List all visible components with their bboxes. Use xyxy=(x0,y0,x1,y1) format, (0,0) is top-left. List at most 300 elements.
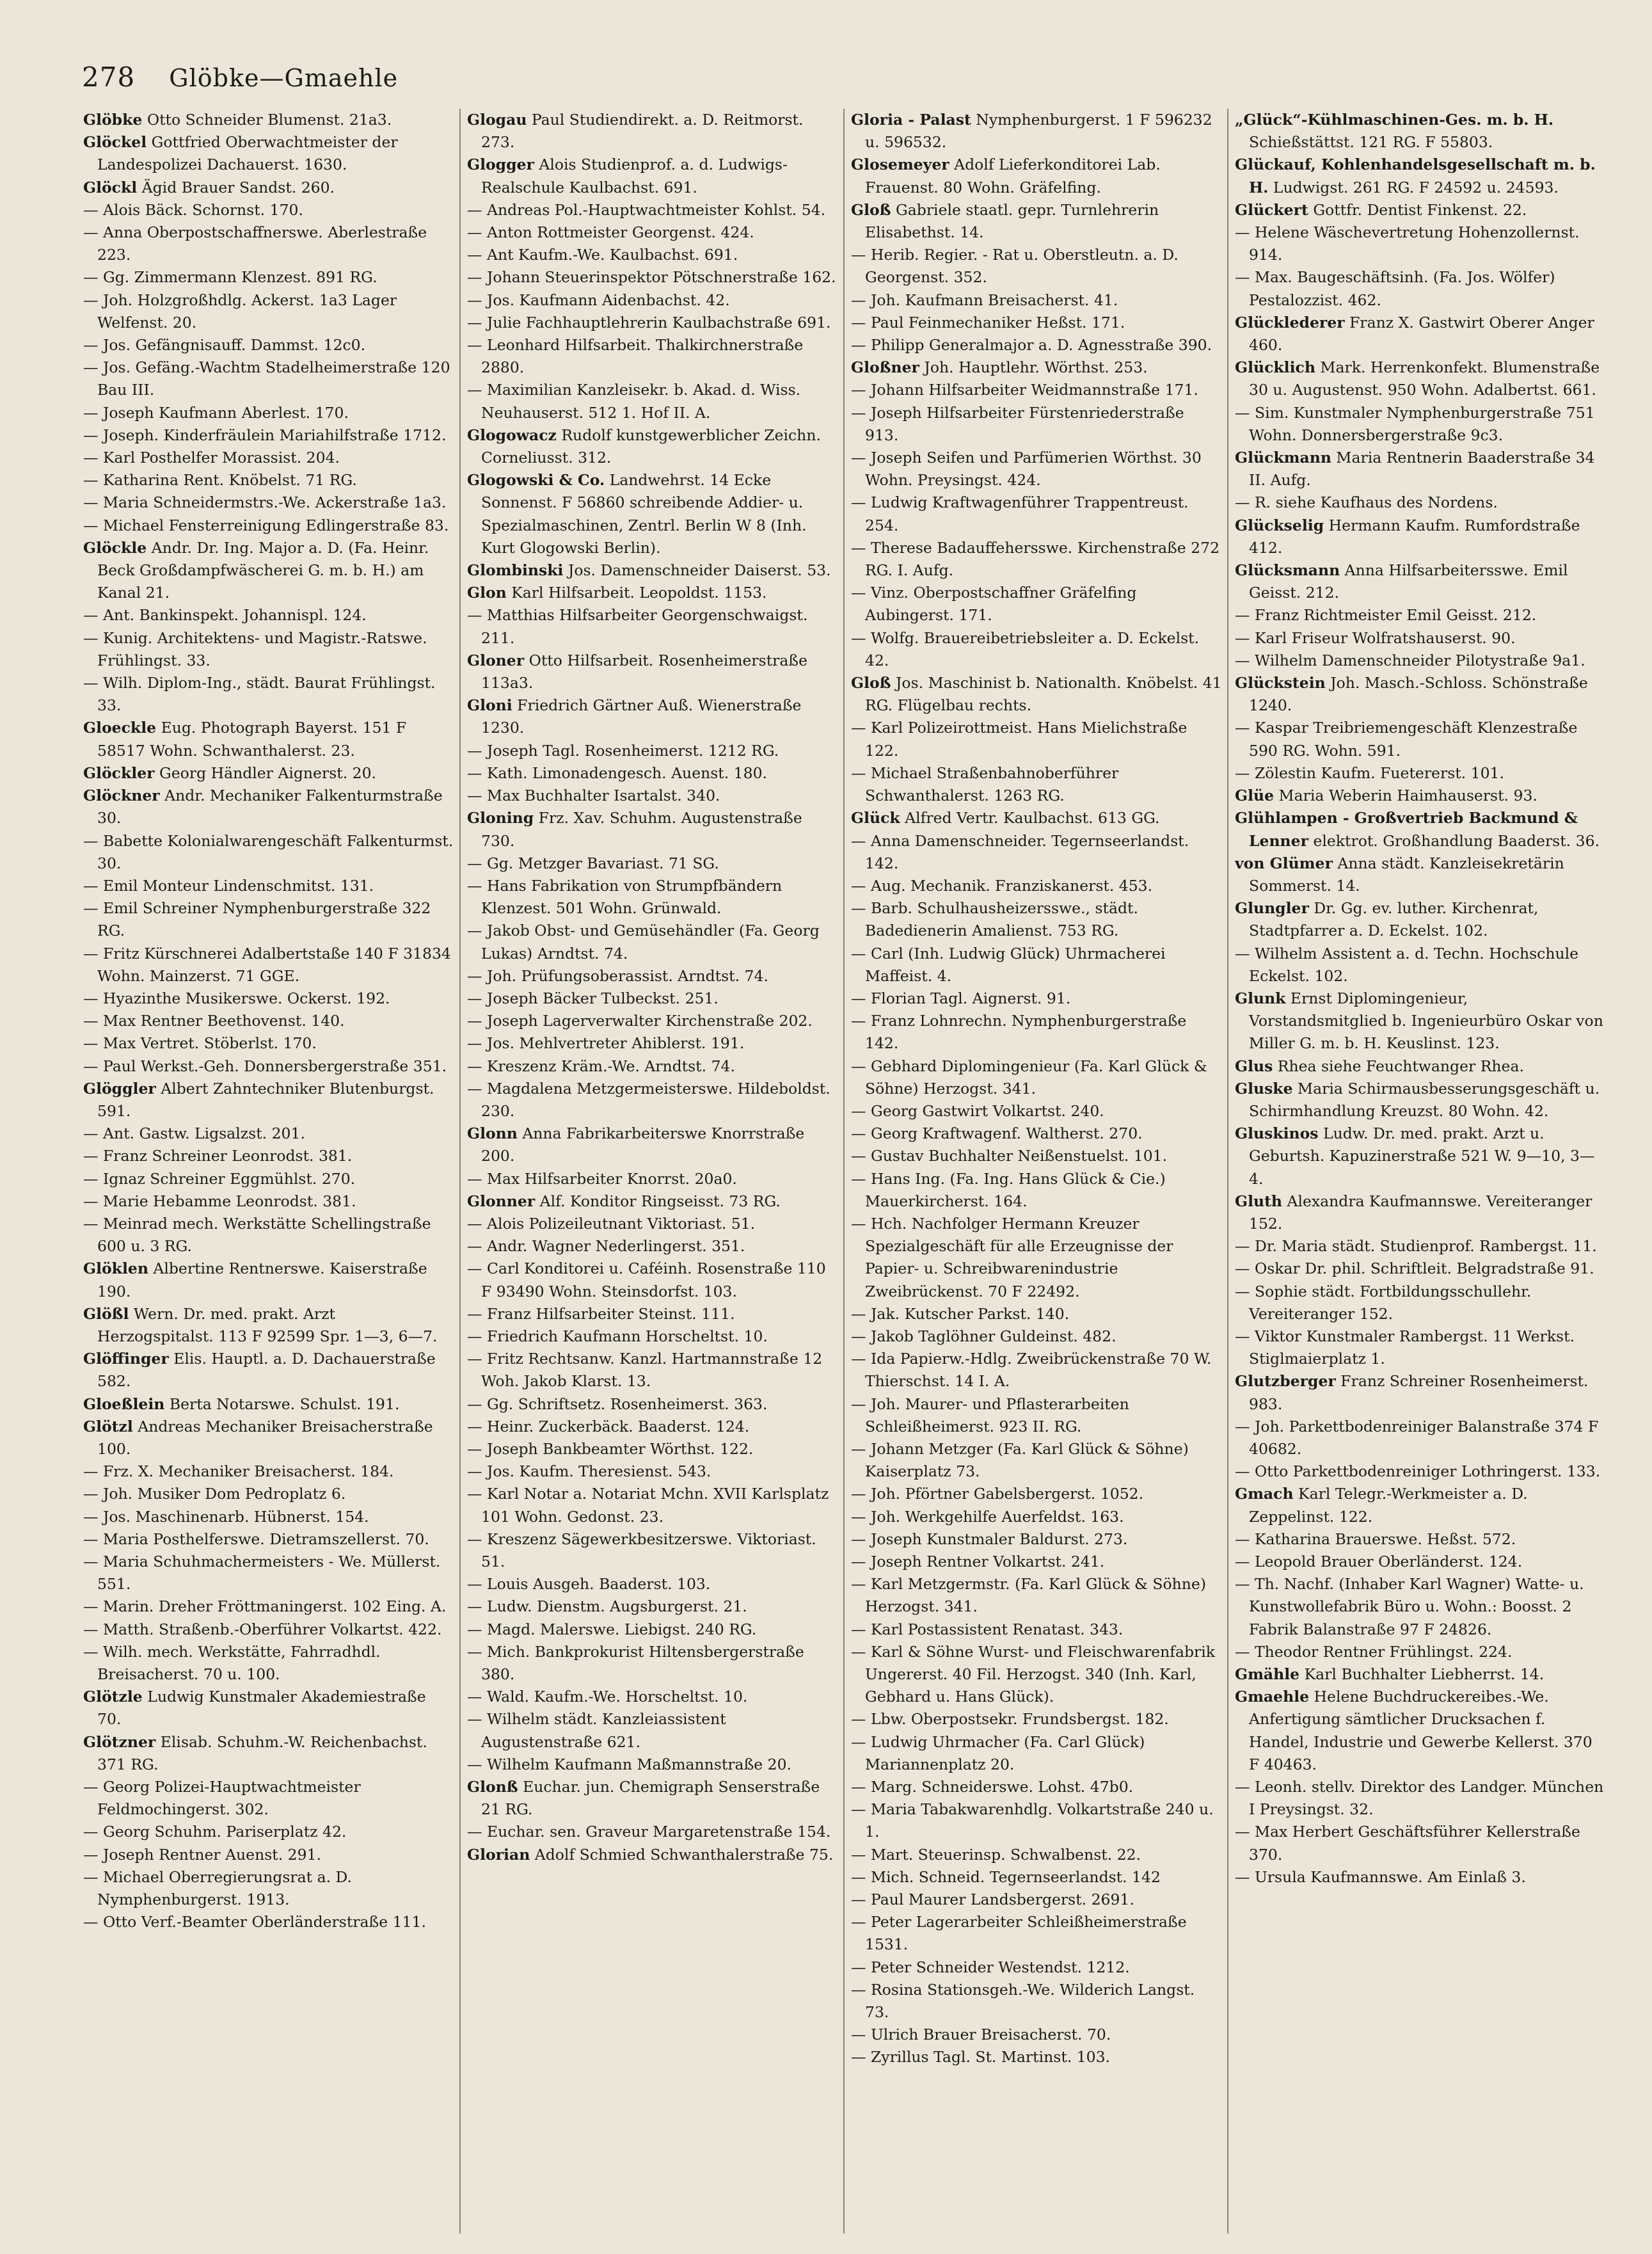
entry-details: — Joh. Prüfungsoberassist. Arndtst. 74. xyxy=(467,966,768,985)
directory-entry xyxy=(1235,402,1606,447)
entry-details: — Ludwig Uhrmacher (Fa. Carl Glück) Mariannenplatz 20. xyxy=(851,1732,1145,1773)
entry-details: elektrot. Großhandlung Baaderst. 36. xyxy=(1308,831,1600,850)
directory-entry xyxy=(83,537,454,605)
entry-surname: Glötzle xyxy=(83,1688,143,1706)
entry-details: — Babette Kolonialwarengeschäft Falkenturmst. 30. xyxy=(83,831,454,872)
entry-surname: Glöckl xyxy=(83,178,138,196)
directory-entry xyxy=(1235,1416,1606,1460)
directory-entry xyxy=(467,1776,838,1821)
entry-details: Ludwigst. 261 RG. F 24592 u. 24593. xyxy=(1268,178,1559,196)
entry-details: — Max Herbert Geschäftsführer Kellerstraße 370. xyxy=(1235,1823,1580,1864)
directory-entry xyxy=(83,1213,454,1258)
directory-entry xyxy=(83,1731,454,1776)
directory-entry xyxy=(1235,785,1606,807)
directory-entry xyxy=(851,1979,1222,2024)
directory-entry xyxy=(467,109,838,154)
entry-details: — Aug. Mechanik. Franziskanerst. 453. xyxy=(851,876,1153,895)
directory-entry xyxy=(851,1168,1222,1213)
directory-entry xyxy=(467,1258,838,1302)
entry-details: Andreas Mechaniker Breisacherstraße 100. xyxy=(97,1417,433,1458)
entry-details: — Joseph. Kinderfräulein Mariahilfstraße 1712. xyxy=(83,426,447,444)
entry-surname: Glosemeyer xyxy=(851,156,949,174)
entry-surname: Glorian xyxy=(467,1845,530,1864)
entry-surname: Glus xyxy=(1235,1057,1273,1075)
directory-entry xyxy=(851,312,1222,334)
directory-entry xyxy=(467,1416,838,1438)
directory-entry xyxy=(851,627,1222,672)
directory-entry xyxy=(1235,1281,1606,1325)
directory-entry xyxy=(83,1776,454,1821)
directory-entry xyxy=(83,221,454,266)
entry-details: — Joseph Seifen und Parfümerien Wörthst. 30 Wohn. Preysingst. 424. xyxy=(851,449,1202,490)
entry-details: Anna Hilfsarbeitersswe. Emil Geisst. 212. xyxy=(1249,561,1568,602)
directory-entry xyxy=(467,1686,838,1708)
directory-entry xyxy=(467,604,838,649)
entry-surname: Glöckel xyxy=(83,133,147,152)
directory-entry xyxy=(1235,987,1606,1055)
entry-details: — Theodor Rentner Frühlingst. 224. xyxy=(1235,1642,1513,1661)
directory-entry xyxy=(83,492,454,514)
entry-details: — Peter Schneider Westendst. 1212. xyxy=(851,1958,1130,1976)
entry-details: — Ant. Bankinspekt. Johannispl. 124. xyxy=(83,606,367,625)
entry-details: — Maria Schneidermstrs.-We. Ackerstraße 1a3. xyxy=(83,493,447,512)
entry-surname: Gloß xyxy=(851,200,891,219)
entry-details: — Leopold Brauer Oberländerst. 124. xyxy=(1235,1553,1523,1571)
directory-entry xyxy=(467,807,838,852)
directory-entry xyxy=(83,830,454,875)
entry-details: — Joseph Rentner Auenst. 291. xyxy=(83,1845,321,1864)
entry-details: — Mich. Schneid. Tegernseerlandst. 142 xyxy=(851,1867,1161,1886)
directory-entry xyxy=(851,537,1222,582)
entry-details: — Kreszenz Sägewerkbesitzerswe. Viktoriast. 51. xyxy=(467,1530,816,1571)
entry-details: Paul Studiendirekt. a. D. Reitmorst. 273. xyxy=(481,111,804,152)
directory-entry xyxy=(1235,1686,1606,1776)
directory-entry xyxy=(467,1190,838,1213)
directory-entry xyxy=(83,1528,454,1551)
entry-details: — Wilh. mech. Werkstätte, Fahrradhdl. Breisacherst. 70 u. 100. xyxy=(83,1642,381,1684)
directory-entry xyxy=(83,604,454,627)
entry-details: — R. siehe Kaufhaus des Nordens. xyxy=(1235,493,1498,512)
entry-details: — Jak. Kutscher Parkst. 140. xyxy=(851,1304,1070,1323)
entry-details: — Georg Schuhm. Pariserplatz 42. xyxy=(83,1823,347,1841)
directory-entry xyxy=(851,1303,1222,1325)
directory-entry xyxy=(467,424,838,469)
directory-entry xyxy=(1235,650,1606,672)
entry-details: — Joseph Hilfsarbeiter Fürstenriederstraße 913. xyxy=(851,403,1184,444)
entry-details: Jos. Maschinist b. Nationalth. Knöbelst. 41 RG. Flügelbau rechts. xyxy=(865,674,1222,715)
directory-entry xyxy=(1235,1370,1606,1415)
directory-entry xyxy=(83,1032,454,1055)
directory-entry xyxy=(467,1213,838,1235)
entry-details: — Helene Wäschevertretung Hohenzollernst. 914. xyxy=(1235,223,1580,264)
directory-entry xyxy=(1235,807,1606,852)
directory-entry xyxy=(851,1911,1222,1956)
directory-entry xyxy=(1235,943,1606,987)
entry-details: Otto Schneider Blumenst. 21a3. xyxy=(142,111,392,129)
directory-entry xyxy=(83,1595,454,1618)
entry-details: — Oskar Dr. phil. Schriftleit. Belgradstraße 91. xyxy=(1235,1259,1594,1278)
entry-details: — Maria Posthelferswe. Dietramszellerst. 70. xyxy=(83,1530,429,1548)
directory-entry xyxy=(851,1956,1222,1979)
entry-details: Anna Fabrikarbeiterswe Knorrstraße 200. xyxy=(481,1124,805,1165)
directory-entry xyxy=(83,356,454,401)
directory-entry xyxy=(467,762,838,785)
directory-entry xyxy=(851,244,1222,289)
entry-details: Maria Schirmausbesserungsgeschäft u. Schirmhandlung Kreuzst. 80 Wohn. 42. xyxy=(1249,1079,1600,1120)
directory-entry xyxy=(851,109,1222,154)
entry-surname: Glück xyxy=(851,809,900,827)
entry-details: — Kreszenz Kräm.-We. Arndtst. 74. xyxy=(467,1057,735,1075)
entry-details: — Joseph Rentner Volkartst. 241. xyxy=(851,1553,1105,1571)
entry-details: — Ludwig Kraftwagenführer Trappentreust. 254. xyxy=(851,493,1189,534)
entry-surname: Glogau xyxy=(467,111,527,129)
entry-details: Otto Hilfsarbeit. Rosenheimerstraße 113a3. xyxy=(481,651,807,692)
entry-details: — Joseph Tagl. Rosenheimerst. 1212 RG. xyxy=(467,741,779,760)
directory-entry xyxy=(1235,1123,1606,1190)
entry-surname: Glücklederer xyxy=(1235,313,1345,332)
entry-details: — Johann Steuerinspektor Pötschnerstraße 162. xyxy=(467,268,836,287)
directory-entry xyxy=(851,2024,1222,2046)
entry-details: — Karl Friseur Wolfratshauserst. 90. xyxy=(1235,628,1516,647)
entry-details: — Emil Schreiner Nymphenburgerstraße 322 RG. xyxy=(83,899,431,940)
entry-details: — Ant. Gastw. Ligsalzst. 201. xyxy=(83,1124,305,1143)
entry-details: Karl Telegr.-Werkmeister a. D. Zeppelinst. 122. xyxy=(1249,1485,1528,1526)
entry-details: — Kath. Limonadengesch. Auenst. 180. xyxy=(467,763,768,782)
entry-details: — Michael Straßenbahnoberführer Schwanthalerst. 1263 RG. xyxy=(851,763,1119,805)
entry-details: — Fritz Rechtsanw. Kanzl. Hartmannstraße 12 Woh. Jakob Klarst. 13. xyxy=(467,1350,823,1391)
directory-entry xyxy=(851,1010,1222,1055)
entry-details: — Gebhard Diplomingenieur (Fa. Karl Glück & Söhne) Herzogst. 341. xyxy=(851,1057,1207,1098)
directory-entry xyxy=(1235,559,1606,604)
directory-entry xyxy=(1235,897,1606,942)
directory-entry xyxy=(467,1573,838,1595)
entry-details: — Karl Posthelfer Morassist. 204. xyxy=(83,449,340,467)
directory-entry xyxy=(851,356,1222,379)
entry-details: — Kunig. Architektens- und Magistr.-Ratswe. Frühlingst. 33. xyxy=(83,628,427,669)
entry-details: — Karl & Söhne Wurst- und Fleischwarenfabrik Ungererst. 40 Fil. Herzogst. 340 (Inh. Karl, Gebhard u. Hans Glück). xyxy=(851,1642,1216,1706)
entry-surname: Glonß xyxy=(467,1778,518,1796)
entry-details: — Gg. Metzger Bavariast. 71 SG. xyxy=(467,854,719,872)
entry-details: — Katharina Rent. Knöbelst. 71 RG. xyxy=(83,471,357,490)
directory-entry xyxy=(467,1325,838,1348)
directory-entry xyxy=(851,334,1222,356)
directory-entry xyxy=(83,1844,454,1866)
page-number: 278 xyxy=(82,61,136,93)
entry-details: Maria Rentnerin Baaderstraße 34 II. Aufg. xyxy=(1249,449,1595,490)
directory-entry xyxy=(1235,1528,1606,1551)
entry-details: — Franz Hilfsarbeiter Steinst. 111. xyxy=(467,1304,735,1323)
entry-surname: Glungler xyxy=(1235,899,1309,918)
directory-entry xyxy=(851,1483,1222,1505)
column-divider xyxy=(1227,109,1228,2234)
directory-entry xyxy=(851,1055,1222,1100)
directory-entry xyxy=(1235,1776,1606,1821)
entry-details: — Andreas Pol.-Hauptwachtmeister Kohlst. 54. xyxy=(467,200,826,219)
directory-entry xyxy=(467,559,838,582)
entry-details: — Rosina Stationsgeh.-We. Wilderich Langst. 73. xyxy=(851,1980,1195,2022)
directory-entry xyxy=(467,1348,838,1393)
entry-details: Joh. Masch.-Schloss. Schönstraße 1240. xyxy=(1249,674,1588,715)
entry-details: — Th. Nachf. (Inhaber Karl Wagner) Watte- u. Kunstwollefabrik Büro u. Wohn.: Boosst. 2 Fabrik Balanstraße 97 F 24826. xyxy=(1235,1575,1584,1638)
entry-surname: Gloner xyxy=(467,651,525,669)
directory-entry xyxy=(467,650,838,694)
entry-surname: Glötzner xyxy=(83,1732,156,1751)
directory-entry xyxy=(851,672,1222,717)
entry-surname: Glogowski & Co. xyxy=(467,471,605,490)
directory-entry xyxy=(83,1145,454,1167)
directory-entry xyxy=(1235,1821,1606,1866)
entry-details: Mark. Herrenkonfekt. Blumenstraße 30 u. Augustenst. 950 Wohn. Adalbertst. 661. xyxy=(1249,358,1600,399)
directory-entry xyxy=(1235,1483,1606,1528)
directory-entry xyxy=(467,1708,838,1753)
entry-details: — Philipp Generalmajor a. D. Agnesstraße 390. xyxy=(851,336,1212,355)
entry-details: — Jos. Kaufmann Aidenbachst. 42. xyxy=(467,291,730,309)
entry-surname: Glüe xyxy=(1235,787,1275,805)
directory-entry xyxy=(851,1100,1222,1123)
directory-entry xyxy=(83,672,454,717)
entry-details: — Herib. Regier. - Rat u. Oberstleutn. a. D. Georgenst. 352. xyxy=(851,246,1179,287)
entry-details: — Jakob Taglöhner Guldeinst. 482. xyxy=(851,1327,1116,1345)
directory-entry xyxy=(467,987,838,1010)
directory-entry xyxy=(83,897,454,942)
directory-entry xyxy=(851,1145,1222,1167)
entry-details: Gottfr. Dentist Finkenst. 22. xyxy=(1308,200,1527,219)
entry-details: — Emil Monteur Lindenschmitst. 131. xyxy=(83,876,374,895)
entry-details: — Anton Rottmeister Georgenst. 424. xyxy=(467,223,754,242)
entry-surname: Glöckler xyxy=(83,763,155,782)
entry-surname: Glonn xyxy=(467,1124,518,1143)
directory-entry xyxy=(83,1821,454,1843)
entry-details: — Joseph Kaufmann Aberlest. 170. xyxy=(83,403,349,422)
entry-details: Franz Schreiner Rosenheimerst. 983. xyxy=(1249,1372,1589,1413)
entry-details: — Fritz Kürschnerei Adalbertstaße 140 F 31834 Wohn. Mainzerst. 71 GGE. xyxy=(83,944,451,985)
entry-details: — Franz Lohnrechn. Nymphenburgerstraße 142. xyxy=(851,1012,1187,1053)
entry-details: — Leonh. stellv. Direktor des Landger. München I Preysingst. 32. xyxy=(1235,1778,1604,1819)
entry-details: — Joh. Holzgroßhdlg. Ackerst. 1a3 Lager Welfenst. 20. xyxy=(83,291,397,332)
entry-surname: Glötzl xyxy=(83,1417,133,1435)
entry-surname: Gloni xyxy=(467,696,512,715)
directory-entry xyxy=(1235,762,1606,785)
directory-entry xyxy=(851,402,1222,447)
entry-details: — Sophie städt. Fortbildungsschullehr. Vereiteranger 152. xyxy=(1235,1282,1532,1323)
entry-details: — Dr. Maria städt. Studienprof. Rambergst. 11. xyxy=(1235,1237,1597,1256)
directory-entry xyxy=(851,1641,1222,1709)
directory-entry xyxy=(83,1641,454,1686)
entry-details: Anna städt. Kanzleisekretärin Sommerst. 14. xyxy=(1249,854,1564,895)
directory-entry xyxy=(83,1619,454,1641)
entry-details: Ägid Brauer Sandst. 260. xyxy=(137,178,335,196)
directory-entry xyxy=(83,717,454,762)
entry-details: — Mart. Steuerinsp. Schwalbenst. 22. xyxy=(851,1845,1141,1864)
directory-entry xyxy=(83,1866,454,1911)
directory-entry xyxy=(83,177,454,199)
directory-entry xyxy=(467,1303,838,1325)
directory-entry xyxy=(467,1235,838,1258)
entry-details: — Anna Oberpostschaffnerswe. Aberlestraße 223. xyxy=(83,223,427,264)
column-2 xyxy=(467,109,838,2240)
entry-details: — Gg. Zimmermann Klenzest. 891 RG. xyxy=(83,268,377,287)
entry-details: — Michael Fensterreinigung Edlingerstraße 83. xyxy=(83,516,449,534)
directory-entry xyxy=(83,627,454,672)
directory-entry xyxy=(467,920,838,964)
directory-entry xyxy=(83,1506,454,1528)
directory-entry xyxy=(83,1416,454,1460)
entry-details: — Heinr. Zuckerbäck. Baaderst. 124. xyxy=(467,1417,750,1435)
page-header xyxy=(82,61,398,93)
entry-details: — Vinz. Oberpostschaffner Gräfelfing Aubingerst. 171. xyxy=(851,584,1137,625)
directory-entry xyxy=(83,1168,454,1190)
entry-details: — Max Hilfsarbeiter Knorrst. 20a0. xyxy=(467,1169,737,1188)
entry-details: — Marin. Dreher Fröttmaningerst. 102 Eing. A. xyxy=(83,1597,447,1616)
directory-entry xyxy=(83,402,454,424)
entry-details: Andr. Dr. Ing. Major a. D. (Fa. Heinr. Beck Großdampfwäscherei G. m. b. H.) am Kanal 21. xyxy=(97,538,429,602)
entry-surname: „Glück“-Kühlmaschinen-Ges. m. b. H. xyxy=(1235,111,1554,129)
entry-details: — Viktor Kunstmaler Rambergst. 11 Werkst. Stiglmaierplatz 1. xyxy=(1235,1327,1575,1368)
entry-details: — Katharina Brauerswe. Heßst. 572. xyxy=(1235,1530,1516,1548)
entry-surname: Glöckner xyxy=(83,787,160,805)
directory-entry xyxy=(467,785,838,807)
directory-entry xyxy=(851,807,1222,829)
entry-details: Georg Händler Aignerst. 20. xyxy=(154,763,377,782)
entry-details: — Karl Metzgermstr. (Fa. Karl Glück & Söhne) Herzogst. 341. xyxy=(851,1575,1207,1616)
entry-surname: Glückert xyxy=(1235,200,1308,219)
directory-entry xyxy=(851,1731,1222,1776)
entry-details: — Joh. Maurer- und Pflasterarbeiten Schleißheimerst. 923 II. RG. xyxy=(851,1395,1129,1435)
entry-details: — Georg Kraftwagenf. Waltherst. 270. xyxy=(851,1124,1143,1143)
entry-details: — Joh. Werkgehilfe Auerfeldst. 163. xyxy=(851,1507,1124,1526)
entry-details: Elisab. Schuhm.-W. Reichenbachst. 371 RG. xyxy=(97,1732,427,1773)
entry-details: Dr. Gg. ev. luther. Kirchenrat, Stadtpfarrer a. D. Eckelst. 102. xyxy=(1249,899,1539,940)
directory-entry xyxy=(1235,1078,1606,1123)
entry-details: — Johann Hilfsarbeiter Weidmannstraße 171. xyxy=(851,381,1198,399)
directory-entry xyxy=(83,1393,454,1416)
entry-details: Albert Zahntechniker Blutenburgst. 591. xyxy=(97,1079,434,1120)
directory-entry xyxy=(851,1889,1222,1911)
entry-details: — Jos. Maschinenarb. Hübnerst. 154. xyxy=(83,1507,369,1526)
directory-entry xyxy=(851,1528,1222,1551)
entry-details: — Matth. Straßenb.-Oberführer Volkartst. 422. xyxy=(83,1620,442,1638)
directory-entry xyxy=(467,582,838,604)
entry-details: — Paul Maurer Landsbergerst. 2691. xyxy=(851,1890,1134,1909)
entry-details: — Paul Feinmechaniker Heßst. 171. xyxy=(851,313,1125,332)
entry-details: — Joh. Parkettbodenreiniger Balanstraße 374 F 40682. xyxy=(1235,1417,1599,1458)
entry-surname: Glöggler xyxy=(83,1079,156,1098)
directory-entry xyxy=(467,244,838,266)
entry-details: Alois Studienprof. a. d. Ludwigs-Realschule Kaulbachst. 691. xyxy=(481,156,788,196)
directory-entry xyxy=(1235,1055,1606,1078)
entry-details: — Ludw. Dienstm. Augsburgerst. 21. xyxy=(467,1597,747,1616)
entry-surname: Gloria - Palast xyxy=(851,111,971,129)
directory-entry xyxy=(851,897,1222,942)
entry-surname: Gloeckle xyxy=(83,719,157,737)
entry-details: — Florian Tagl. Aignerst. 91. xyxy=(851,989,1071,1007)
directory-entry xyxy=(1235,312,1606,356)
entry-details: — Hch. Nachfolger Hermann Kreuzer Spezialgeschäft für alle Erzeugnisse der Papier- u. Schreibwarenindustrie Zweibrückenst. 70 F 22492. xyxy=(851,1214,1173,1300)
entry-details: — Jos. Mehlvertreter Ahiblerst. 191. xyxy=(467,1034,745,1053)
entry-details: Joh. Hauptlehr. Wörthst. 253. xyxy=(919,358,1148,377)
entry-surname: Gmähle xyxy=(1235,1665,1300,1684)
directory-entry xyxy=(851,1866,1222,1889)
directory-entry xyxy=(1235,1258,1606,1280)
entry-details: Gottfried Oberwachtmeister der Landespolizei Dachauerst. 1630. xyxy=(97,133,398,174)
entry-surname: Glücksmann xyxy=(1235,561,1340,580)
entry-details: Franz X. Gastwirt Oberer Anger 460. xyxy=(1249,313,1594,355)
entry-details: Friedrich Gärtner Auß. Wienerstraße 1230. xyxy=(481,696,802,737)
entry-details: — Zölestin Kaufm. Fuetererst. 101. xyxy=(1235,763,1504,782)
directory-entry xyxy=(851,1619,1222,1641)
directory-entry xyxy=(83,1460,454,1483)
directory-entry xyxy=(83,131,454,176)
directory-entry xyxy=(467,154,838,198)
entry-surname: Glonner xyxy=(467,1192,536,1210)
directory-entry xyxy=(1235,1866,1606,1889)
entry-details: — Marie Hebamme Leonrodst. 381. xyxy=(83,1192,356,1210)
directory-entry xyxy=(851,2046,1222,2068)
entry-details: Andr. Mechaniker Falkenturmstraße 30. xyxy=(97,787,443,827)
entry-details: Eug. Photograph Bayerst. 151 F 58517 Wohn. Schwanthalerst. 23. xyxy=(97,719,407,760)
entry-details: — Ursula Kaufmannswe. Am Einlaß 3. xyxy=(1235,1867,1526,1886)
directory-entry xyxy=(851,1393,1222,1438)
directory-entry xyxy=(851,1325,1222,1348)
entry-details: Maria Weberin Haimhauserst. 93. xyxy=(1274,787,1537,805)
entry-details: — Magdalena Metzgermeisterswe. Hildeboldst. 230. xyxy=(467,1079,830,1120)
directory-entry xyxy=(1235,1190,1606,1235)
entry-surname: Gloeßlein xyxy=(83,1395,165,1413)
directory-entry xyxy=(851,289,1222,312)
directory-entry xyxy=(83,334,454,356)
entry-details: — Karl Postassistent Renatast. 343. xyxy=(851,1620,1124,1638)
entry-details: — Sim. Kunstmaler Nymphenburgerstraße 751 Wohn. Donnersbergerstraße 9c3. xyxy=(1235,403,1595,444)
entry-details: Wern. Dr. med. prakt. Arzt Herzogspitalst. 113 F 92599 Spr. 1—3, 6—7. xyxy=(97,1304,438,1345)
entry-surname: Glühlampen - Großvertrieb Backmund & Lenner xyxy=(1235,809,1578,850)
entry-details: Alexandra Kaufmannswe. Vereiteranger 152. xyxy=(1249,1192,1592,1233)
directory-entry xyxy=(467,312,838,334)
entry-surname: Glunk xyxy=(1235,989,1286,1007)
entry-details: — Joseph Kunstmaler Baldurst. 273. xyxy=(851,1530,1128,1548)
directory-entry xyxy=(467,1055,838,1078)
entry-surname: Glößl xyxy=(83,1304,129,1323)
entry-surname: Glöbke xyxy=(83,111,143,129)
entry-details: — Paul Werkst.-Geh. Donnersbergerstraße 351. xyxy=(83,1057,447,1075)
entry-details: — Peter Lagerarbeiter Schleißheimerstraße 1531. xyxy=(851,1913,1187,1954)
entry-details: — Jos. Gefäng.-Wachtm Stadelheimerstraße 120 Bau III. xyxy=(83,358,450,399)
directory-entry xyxy=(83,762,454,785)
directory-entry xyxy=(1235,447,1606,492)
entry-details: — Gustav Buchhalter Neißenstuelst. 101. xyxy=(851,1147,1168,1165)
entry-details: — Hans Fabrikation von Strumpfbändern Klenzest. 501 Wohn. Grünwald. xyxy=(467,876,782,918)
entry-surname: Glückmann xyxy=(1235,449,1331,467)
column-divider xyxy=(459,109,461,2234)
entry-surname: Glöffinger xyxy=(83,1350,169,1368)
directory-entry xyxy=(851,199,1222,244)
entry-details: — Joseph Lagerverwalter Kirchenstraße 202. xyxy=(467,1012,813,1030)
entry-details: — Ulrich Brauer Breisacherst. 70. xyxy=(851,2026,1111,2044)
entry-details: — Andr. Wagner Nederlingerst. 351. xyxy=(467,1237,745,1256)
entry-details: — Wolfg. Brauereibetriebsleiter a. D. Eckelst. 42. xyxy=(851,628,1200,669)
directory-entry xyxy=(851,987,1222,1010)
entry-details: — Leonhard Hilfsarbeit. Thalkirchnerstraße 2880. xyxy=(467,336,804,377)
entry-details: — Maria Tabakwarenhdlg. Volkartstraße 240 u. 1. xyxy=(851,1800,1214,1841)
entry-details: Albertine Rentnerswe. Kaiserstraße 190. xyxy=(97,1259,427,1300)
entry-details: Jos. Damenschneider Daiserst. 53. xyxy=(563,561,831,580)
entry-details: — Matthias Hilfsarbeiter Georgenschwaigst. 211. xyxy=(467,606,808,647)
entry-details: — Wald. Kaufm.-We. Horscheltst. 10. xyxy=(467,1688,748,1706)
directory-entry xyxy=(467,379,838,424)
directory-entry xyxy=(851,447,1222,492)
entry-details: Elis. Hauptl. a. D. Dachauerstraße 582. xyxy=(97,1350,436,1391)
entry-surname: Gluskinos xyxy=(1235,1124,1319,1143)
directory-entry xyxy=(851,943,1222,987)
